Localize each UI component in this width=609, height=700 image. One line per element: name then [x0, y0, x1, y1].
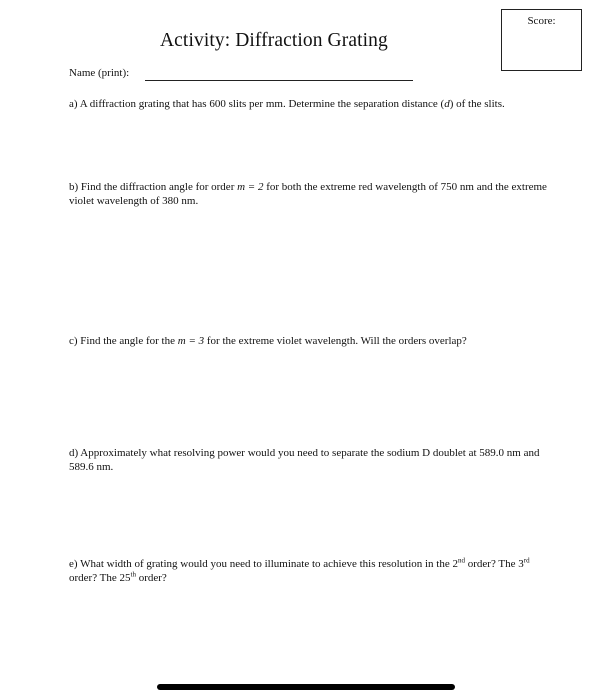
name-label: Name (print): [69, 67, 130, 79]
question-c-text: c) Find the angle for the [69, 335, 178, 347]
question-e-text: e) What width of grating would you need to illuminate to achieve this resolution in the 2 [69, 558, 458, 570]
question-e [69, 557, 549, 585]
question-d [69, 446, 549, 474]
variable-m: m = 3 [177, 335, 205, 347]
ordinal-suffix: rd [523, 556, 530, 565]
question-a-text-end: ) of the slits. [449, 98, 505, 110]
question-e-text: order? The 25 [69, 572, 131, 584]
question-e-text: order? The 3 [465, 558, 524, 570]
question-a [69, 97, 549, 111]
ordinal-suffix: th [130, 570, 136, 579]
name-blank-line [145, 80, 413, 81]
question-e-text: order? [135, 572, 167, 584]
question-b [69, 180, 549, 208]
question-c-text-end: for the extreme violet wavelength. Will the orders overlap? [204, 335, 467, 347]
score-box [501, 9, 582, 71]
variable-d: d [444, 98, 450, 110]
question-a-text: a) A diffraction grating that has 600 slits per mm. Determine the separation distance ( [69, 98, 445, 110]
variable-m: m = 2 [237, 181, 264, 193]
home-indicator-bar[interactable] [157, 684, 455, 690]
question-d-text: d) Approximately what resolving power would you need to separate the sodium D doublet at 589.0 nm and 589.6 nm. [69, 447, 540, 473]
ordinal-suffix: nd [458, 556, 465, 565]
page-title: Activity: Diffraction Grating [160, 30, 388, 51]
question-c [69, 334, 549, 348]
question-b-text-end: for both the extreme red wavelength of 750 nm and the extreme violet wavelength of 380 nm. [69, 181, 547, 207]
score-label: Score: [527, 15, 556, 27]
question-b-text: b) Find the diffraction angle for order [69, 181, 238, 193]
